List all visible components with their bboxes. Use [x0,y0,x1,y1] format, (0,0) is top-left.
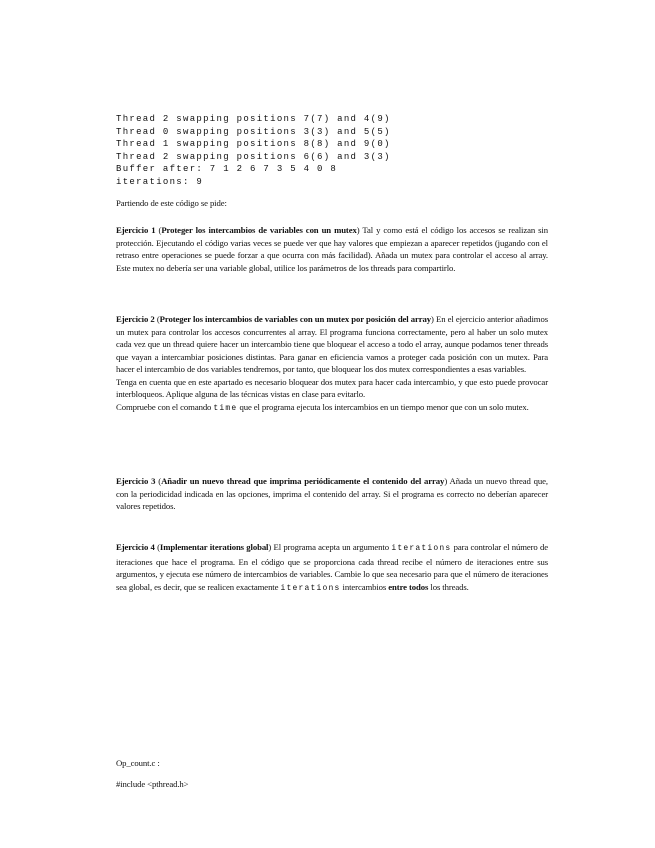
exercise-1-title: Proteger los intercambios de variables con un mutex [161,225,357,235]
exercise-3-close: ) [444,476,448,486]
exercise-2-text3 [116,401,548,416]
exercise-4-title: Implementar iterations global [159,542,269,552]
exercise-2-title: Proteger los intercambios de variables con un mutex por posición del array [159,314,432,324]
exercise-2-label: Ejercicio 2 [116,314,155,324]
exercise-2 [116,313,548,415]
code-line: Thread 2 swapping positions 7(7) and 4(9) [116,114,391,124]
time-command: time [213,403,238,413]
code-line: Thread 1 swapping positions 8(8) and 9(0) [116,139,391,150]
exercise-1-label: Ejercicio 1 [116,225,156,235]
intro-text: Partiendo de este código se pide: [116,198,227,208]
exercise-2-text: En el ejercicio anterior añadimos un mutex para controlar los accesos concurrentes al array. El programa funciona correctamente, pero al haber un solo mutex cada vez que un thread quiere hacer un intercambio tiene que bloquear el acceso a todo el array, aunque podamos tener threads que vayan a intercambiar posiciones distintas. Para ganar en eficiencia vamos a proteger cada posición con un mutex. Para hacer el intercambio de dos variables tendremos, por tanto, que bloquear los dos mutex correspondientes a esas variables. [116,314,548,374]
iterations-arg: iterations [391,544,452,553]
exercise-3-title: Añadir un nuevo thread que imprima periódicamente el contenido del array [161,476,445,486]
exercise-3-open: ( [155,476,162,486]
exercise-2-open: ( [154,314,160,324]
exercise-1 [116,224,548,274]
code-output-block [116,113,446,189]
include-line: #include <pthread.h> [116,779,189,789]
exercise-4 [116,541,548,595]
code-line: Buffer after: 7 1 2 6 7 3 5 4 0 8 [116,164,338,175]
exercise-2-text3-b: que el programa ejecuta los intercambios en un tiempo menor que con un solo mutex. [237,401,529,412]
exercise-4-text-a: El programa acepta un argumento [271,542,392,552]
exercise-3-text: Añada un nuevo thread que, con la periodicidad indicada en las opciones, imprima el contenido del array. Si el programa es correcto no deberían aparecer valores repetidos. [116,476,548,511]
exercise-4-bold-end: entre todos [388,581,429,592]
source-filename: Op_count.c : [116,758,160,768]
exercise-4-label: Ejercicio 4 [116,542,155,552]
exercise-4-open: ( [154,542,160,552]
exercise-3-label: Ejercicio 3 [116,476,156,486]
exercise-4-text-c: intercambios [340,581,389,592]
exercise-1-text: Tal y como está el código los accesos se realizan sin protección. Ejecutando el código varias veces se puede ver que hay valores que empiezan a aparecer repetidos (jugando con el retraso entre operaciones se puede forzar a que ocurra con más facilidad). Añada un mutex para controlar el acceso al array. Este mutex no debería ser una variable global, utilice los parámetros de los threads para compartirlo. [116,225,548,273]
exercise-4-text-d: los threads. [428,581,469,592]
exercise-3 [116,475,548,513]
code-line: iterations: 9 [116,176,204,187]
exercise-1-open: ( [155,225,162,235]
exercise-2-text2: Tenga en cuenta que en este apartado es necesario bloquear dos mutex para hacer cada intercambio, y que esto puede provocar interbloqueos. Aplique alguna de las técnicas vistas en clase para evitarlo. [116,376,548,399]
code-line: Thread 0 swapping positions 3(3) and 5(5) [116,126,391,137]
exercise-4-text-b: para controlar el número de iteraciones que hace el programa. En el código que se proporciona cada thread recibe el número de iteraciones entre sus argumentos, y ejecuta ese número de intercambios de variables. Cambie lo que sea necesario para que el número de iteraciones sea global, es decir, que se realicen exactamente [116,542,548,592]
exercise-2-close: ) [431,314,434,324]
exercise-1-close: ) [356,225,360,235]
iterations-arg-2: iterations [280,583,341,593]
code-line: Thread 2 swapping positions 6(6) and 3(3) [116,151,391,162]
exercise-2-text3-a: Compruebe con el comando [116,401,214,412]
exercise-4-close: ) [268,542,272,552]
